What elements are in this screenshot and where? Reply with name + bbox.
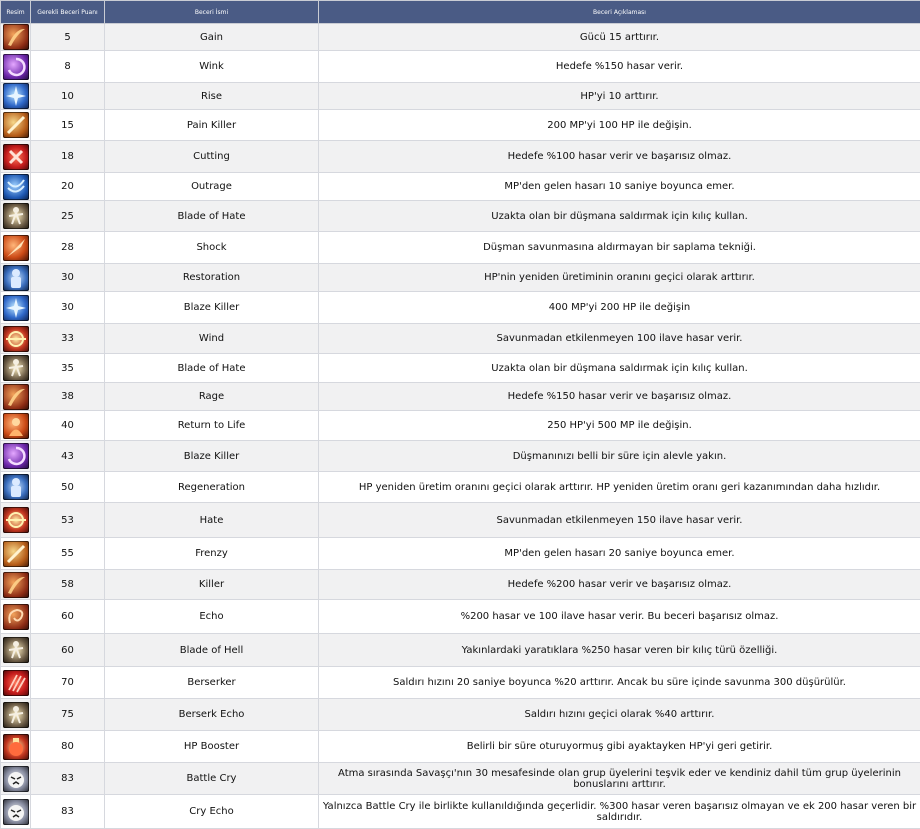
skill-image-cell [1, 264, 31, 292]
skill-points: 55 [31, 538, 105, 570]
skill-description: Saldırı hızını 20 saniye boyunca %20 arttırır. Ancak bu süre içinde savunma 300 düşürülür. [319, 667, 920, 699]
skill-name: Battle Cry [105, 763, 319, 795]
skill-row [1, 292, 920, 324]
armored-figure-icon [3, 265, 29, 291]
fire-swirl-icon [3, 604, 29, 630]
skill-points: 38 [31, 383, 105, 411]
skill-description: Uzakta olan bir düşmana saldırmak için kılıç kullan. [319, 201, 920, 232]
skill-row [1, 667, 920, 699]
golden-shield-icon [3, 326, 29, 352]
fire-figure-icon [3, 413, 29, 439]
skill-name: Hate [105, 503, 319, 538]
skill-description: Hedefe %150 hasar verir. [319, 51, 920, 83]
skill-name: Return to Life [105, 411, 319, 441]
skill-name: Regeneration [105, 472, 319, 503]
skill-image-cell [1, 503, 31, 538]
skill-row [1, 538, 920, 570]
skill-points: 83 [31, 795, 105, 829]
skill-image-cell [1, 731, 31, 763]
warrior-icon [3, 702, 29, 728]
skill-points: 70 [31, 667, 105, 699]
skill-points: 60 [31, 600, 105, 634]
skill-name: Gain [105, 24, 319, 51]
skill-name: Berserk Echo [105, 699, 319, 731]
skill-description: Yalnızca Battle Cry ile birlikte kullanıldığında geçerlidir. %300 hasar veren başarısız olmayan ve ek 200 hasar veren bir saldırıdır. [319, 795, 920, 829]
skill-image-cell [1, 411, 31, 441]
sword-slash-icon [3, 112, 29, 138]
skill-description: Gücü 15 arttırır. [319, 24, 920, 51]
skill-description: Saldırı hızını geçici olarak %40 arttırır. [319, 699, 920, 731]
skill-name: Blade of Hell [105, 634, 319, 667]
header-name: Beceri İsmi [105, 1, 319, 24]
skill-image-cell [1, 795, 31, 829]
skill-row [1, 570, 920, 600]
skill-points: 30 [31, 264, 105, 292]
skill-row [1, 141, 920, 173]
armored-figure-icon [3, 474, 29, 500]
blue-burst-icon [3, 83, 29, 109]
skill-row [1, 411, 920, 441]
skill-image-cell [1, 538, 31, 570]
skill-description: HP'nin yeniden üretiminin oranını geçici olarak arttırır. [319, 264, 920, 292]
skill-description: MP'den gelen hasarı 20 saniye boyunca emer. [319, 538, 920, 570]
skill-row [1, 472, 920, 503]
skill-image-cell [1, 354, 31, 383]
potion-icon [3, 734, 29, 760]
skill-points: 60 [31, 634, 105, 667]
skill-points: 5 [31, 24, 105, 51]
skill-name: Wink [105, 51, 319, 83]
red-claw-icon [3, 670, 29, 696]
skill-row [1, 232, 920, 264]
skill-image-cell [1, 83, 31, 110]
skill-name: Blade of Hate [105, 354, 319, 383]
skill-row [1, 24, 920, 51]
skill-points: 20 [31, 173, 105, 201]
skill-row [1, 795, 920, 829]
skill-row [1, 83, 920, 110]
tiger-head-icon [3, 766, 29, 792]
skill-points: 8 [31, 51, 105, 83]
header-image: Resim [1, 1, 31, 24]
skill-points: 33 [31, 324, 105, 354]
skill-name: Restoration [105, 264, 319, 292]
skill-image-cell [1, 201, 31, 232]
blade-thrust-icon [3, 235, 29, 261]
skill-image-cell [1, 472, 31, 503]
skill-points: 28 [31, 232, 105, 264]
skill-image-cell [1, 699, 31, 731]
skill-description: Belirli bir süre oturuyormuş gibi ayaktayken HP'yi geri getirir. [319, 731, 920, 763]
skill-row [1, 354, 920, 383]
skill-image-cell [1, 667, 31, 699]
red-cross-icon [3, 144, 29, 170]
skill-points: 58 [31, 570, 105, 600]
skill-points: 75 [31, 699, 105, 731]
sword-slash-icon [3, 541, 29, 567]
skill-image-cell [1, 110, 31, 141]
skill-points: 50 [31, 472, 105, 503]
skill-row [1, 110, 920, 141]
skill-description: Uzakta olan bir düşmana saldırmak için kılıç kullan. [319, 354, 920, 383]
skill-points: 18 [31, 141, 105, 173]
skill-image-cell [1, 173, 31, 201]
skill-image-cell [1, 141, 31, 173]
purple-swirl-icon [3, 54, 29, 80]
skill-name: Rise [105, 83, 319, 110]
skill-name: Blaze Killer [105, 441, 319, 472]
blue-burst-icon [3, 295, 29, 321]
skill-name: Pain Killer [105, 110, 319, 141]
skill-image-cell [1, 24, 31, 51]
skill-points: 10 [31, 83, 105, 110]
skill-points: 80 [31, 731, 105, 763]
skill-description: Savunmadan etkilenmeyen 150 ilave hasar verir. [319, 503, 920, 538]
skill-description: Hedefe %150 hasar verir ve başarısız olmaz. [319, 383, 920, 411]
skill-points: 83 [31, 763, 105, 795]
skill-name: Berserker [105, 667, 319, 699]
skill-description: Hedefe %200 hasar verir ve başarısız olmaz. [319, 570, 920, 600]
skill-row [1, 51, 920, 83]
skill-image-cell [1, 570, 31, 600]
skill-image-cell [1, 324, 31, 354]
skill-image-cell [1, 232, 31, 264]
warrior-icon [3, 203, 29, 229]
header-description: Beceri Açıklaması [319, 1, 920, 24]
warrior-icon [3, 355, 29, 381]
flame-slash-icon [3, 24, 29, 50]
skill-image-cell [1, 383, 31, 411]
skill-row [1, 201, 920, 232]
skill-description: HP yeniden üretim oranını geçici olarak arttırır. HP yeniden üretim oranı geri kazanımından daha hızlıdır. [319, 472, 920, 503]
skill-name: Frenzy [105, 538, 319, 570]
skill-image-cell [1, 600, 31, 634]
skill-points: 43 [31, 441, 105, 472]
skill-row [1, 441, 920, 472]
flame-slash-icon [3, 572, 29, 598]
skill-name: Echo [105, 600, 319, 634]
skill-description: 400 MP'yi 200 HP ile değişin [319, 292, 920, 324]
skill-description: HP'yi 10 arttırır. [319, 83, 920, 110]
skill-row [1, 264, 920, 292]
skill-description: %200 hasar ve 100 ilave hasar verir. Bu beceri başarısız olmaz. [319, 600, 920, 634]
blue-claw-icon [3, 174, 29, 200]
golden-shield-icon [3, 507, 29, 533]
skill-row [1, 731, 920, 763]
warrior-icon [3, 637, 29, 663]
skill-image-cell [1, 441, 31, 472]
skill-name: Cutting [105, 141, 319, 173]
skill-points: 15 [31, 110, 105, 141]
tiger-head-icon [3, 799, 29, 825]
skill-name: Wind [105, 324, 319, 354]
skill-points: 53 [31, 503, 105, 538]
skill-description: Atma sırasında Savaşçı'nın 30 mesafesinde olan grup üyelerini teşvik eder ve kendiniz dahil tüm grup üyelerinin bonuslarını arttırır. [319, 763, 920, 795]
skill-name: Blaze Killer [105, 292, 319, 324]
skill-row [1, 383, 920, 411]
skill-image-cell [1, 763, 31, 795]
skill-description: MP'den gelen hasarı 10 saniye boyunca emer. [319, 173, 920, 201]
skill-name: Outrage [105, 173, 319, 201]
flame-slash-icon [3, 384, 29, 410]
skill-description: Yakınlardaki yaratıklara %250 hasar veren bir kılıç türü özelliği. [319, 634, 920, 667]
purple-swirl-icon [3, 443, 29, 469]
skill-description: 250 HP'yi 500 MP ile değişin. [319, 411, 920, 441]
header-row [1, 1, 920, 24]
skill-row [1, 173, 920, 201]
skill-name: Blade of Hate [105, 201, 319, 232]
skill-name: Rage [105, 383, 319, 411]
skill-row [1, 324, 920, 354]
skill-name: Shock [105, 232, 319, 264]
skill-row [1, 634, 920, 667]
skill-name: Killer [105, 570, 319, 600]
skill-row [1, 503, 920, 538]
skill-description: Hedefe %100 hasar verir ve başarısız olmaz. [319, 141, 920, 173]
skill-row [1, 763, 920, 795]
skill-description: Savunmadan etkilenmeyen 100 ilave hasar verir. [319, 324, 920, 354]
skill-name: Cry Echo [105, 795, 319, 829]
skill-image-cell [1, 51, 31, 83]
skill-description: Düşman savunmasına aldırmayan bir saplama tekniği. [319, 232, 920, 264]
skill-description: 200 MP'yi 100 HP ile değişin. [319, 110, 920, 141]
header-points: Gerekli Beceri Puanı [31, 1, 105, 24]
skill-image-cell [1, 634, 31, 667]
skill-points: 25 [31, 201, 105, 232]
skill-image-cell [1, 292, 31, 324]
skill-name: HP Booster [105, 731, 319, 763]
skill-points: 35 [31, 354, 105, 383]
skill-points: 40 [31, 411, 105, 441]
skill-row [1, 699, 920, 731]
skill-row [1, 600, 920, 634]
skill-points: 30 [31, 292, 105, 324]
skill-description: Düşmanınızı belli bir süre için alevle yakın. [319, 441, 920, 472]
